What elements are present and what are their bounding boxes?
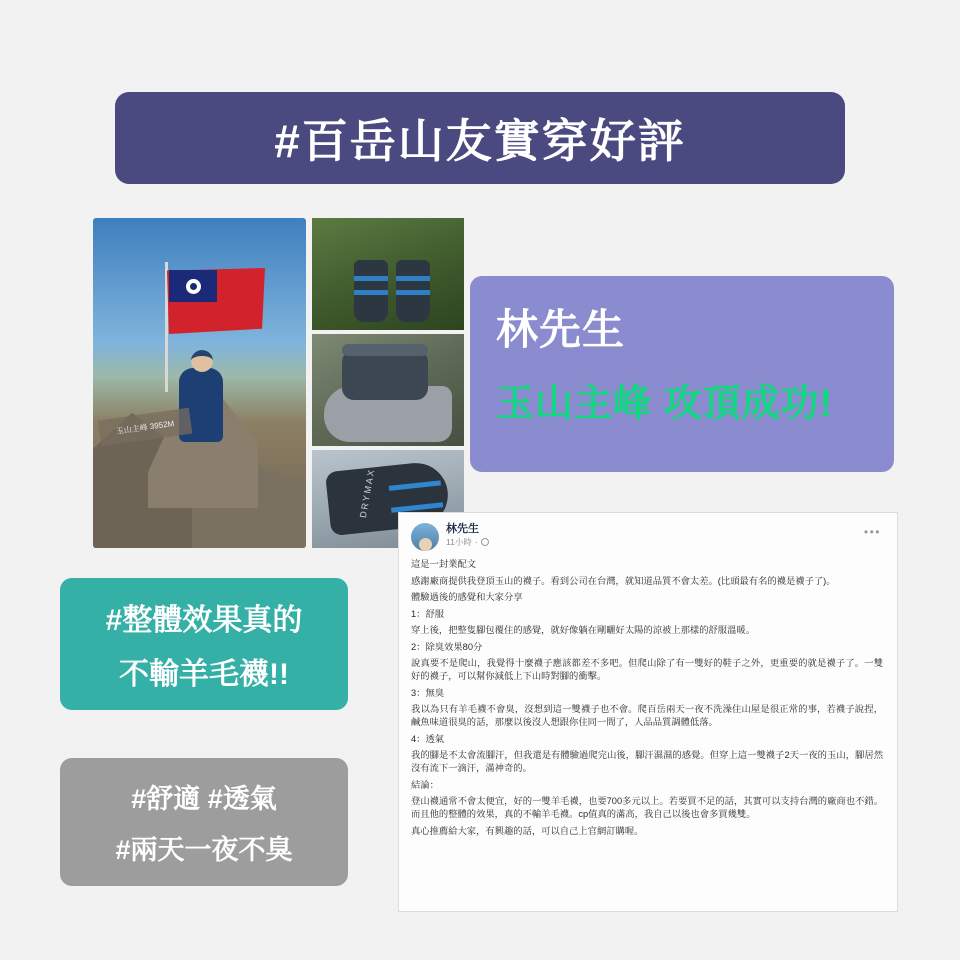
tag-gray-line1: #舒適 #透氣: [131, 784, 277, 814]
separator-dot: ·: [474, 536, 478, 547]
flag-sun-core: [190, 283, 197, 290]
facebook-post-screenshot: [398, 512, 898, 912]
reviewer-card: [470, 276, 894, 472]
highlight-tag-teal: [60, 578, 348, 710]
hiker-head: [191, 350, 213, 372]
post-header: [411, 523, 883, 551]
post-body: [411, 558, 883, 838]
post-paragraph: 2：除臭效果80分: [411, 641, 483, 652]
post-paragraph: 登山襪通常不會太便宜，好的一雙羊毛襪，也要700多元以上。若要買不足的話，其實可以支持台灣的廠商也不錯。而且他的整體的效果，真的不輸羊毛襪。cp值真的滿高，我自己以後也會多買幾雙。: [411, 795, 883, 819]
tag-teal-line1: #整體效果真的: [105, 604, 303, 637]
post-paragraph: 結論：: [411, 780, 439, 791]
post-meta: [446, 523, 489, 547]
sock-stripe: [354, 276, 388, 281]
summit-flag-photo: [93, 218, 306, 548]
sock-in-shoe-photo: [312, 334, 464, 446]
page-title: #百岳山友實穿好評: [274, 115, 686, 167]
post-paragraph: 真心推薦給大家，有興趣的話，可以自己上官網訂購喔。: [411, 826, 644, 837]
post-paragraph: 我以為只有羊毛襪不會臭，沒想到這一雙襪子也不會。爬百岳兩天一夜不洗澡住山屋是很正常的事，若襪子說捏，鹹魚味道很臭的話，那麼以後沒人想跟你住同一間了，人品品質調體低落。: [411, 703, 883, 727]
highlight-tag-gray: [60, 758, 348, 886]
post-paragraph: 這是一封業配文: [411, 559, 477, 569]
post-timestamp-row: [446, 537, 489, 548]
sock-stripe: [396, 276, 430, 281]
title-banner: [115, 92, 845, 184]
post-paragraph: 我的腳是不太會流腳汗，但我還是有體驗過爬完山後，腳汗濕濕的感覺。但穿上這一雙襪子2天一夜的玉山，腳居然沒有流下一滴汗，滿神奇的。: [411, 749, 883, 773]
post-author: 林先生: [446, 523, 479, 535]
post-paragraph: 4：透氣: [411, 734, 445, 745]
brand-label: DRYMAX: [357, 467, 377, 519]
tag-gray-line2: #兩天一夜不臭: [115, 835, 293, 865]
sock-stripe: [354, 290, 388, 295]
globe-icon: [481, 538, 489, 546]
post-paragraph: 體驗過後的感覺和大家分享: [411, 591, 523, 602]
tag-teal-line2: 不輸羊毛襪!!: [119, 658, 289, 691]
sock-stripe: [396, 290, 430, 295]
post-paragraph: 3：無臭: [411, 688, 445, 698]
post-paragraph: 說真要不是爬山，我覺得十麼襪子應該都差不多吧。但爬山除了有一雙好的鞋子之外，更重要的就是襪子了。一雙好的襪子，可以幫你減低上下山時對腳的衝擊。: [411, 657, 883, 681]
reviewer-achievement: 玉山主峰 攻頂成功!: [496, 383, 834, 426]
post-timestamp: 11小時: [446, 536, 472, 547]
post-paragraph: 穿上後，把整隻腳包覆住的感覺，就好像躺在剛曬好太陽的涼被上那樣的舒服溫暖。: [411, 624, 755, 635]
sock-cuff: [342, 350, 428, 400]
avatar: [411, 523, 439, 551]
sock-stripe: [389, 480, 441, 490]
post-paragraph: 感謝廠商提供我登頂玉山的襪子。看到公司在台灣，就知道品質不會太差。(比頭最有名的襪是襪子了)。: [411, 576, 836, 587]
sock-cuff-top: [342, 344, 428, 356]
socks-on-feet-photo: [312, 218, 464, 330]
summit-marker-plaque: 玉山主峰 3952M: [98, 408, 193, 447]
ellipsis-icon[interactable]: •••: [863, 525, 881, 539]
post-paragraph: 1：舒服: [411, 609, 445, 620]
reviewer-name: 林先生: [496, 306, 626, 353]
